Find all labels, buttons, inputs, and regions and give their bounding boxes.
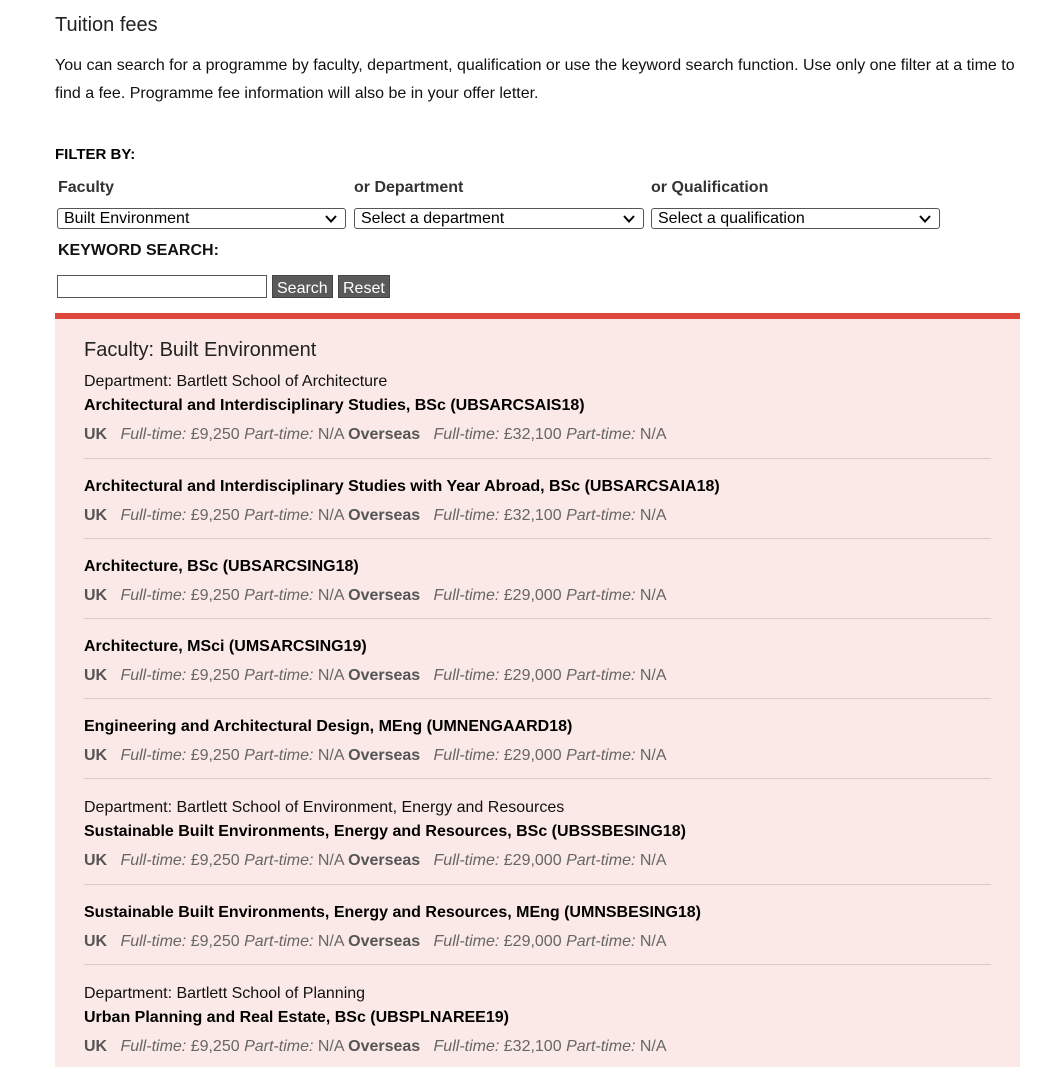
results-panel xyxy=(55,313,1020,1067)
qualification-label: or Qualification xyxy=(651,179,769,196)
overseas-full-time-fee: £32,100 xyxy=(503,507,562,524)
chevron-down-icon xyxy=(622,212,636,226)
reset-button[interactable]: Reset xyxy=(338,275,390,298)
part-time-label: Part-time: xyxy=(566,747,636,764)
overseas-label: Overseas xyxy=(348,1038,421,1055)
uk-label: UK xyxy=(84,587,108,604)
uk-part-time-fee: N/A xyxy=(317,852,344,869)
part-time-label: Part-time: xyxy=(244,667,314,684)
overseas-part-time-fee: N/A xyxy=(639,587,667,604)
uk-label: UK xyxy=(84,933,108,950)
programme-item xyxy=(84,478,991,525)
uk-label: UK xyxy=(84,852,108,869)
faculty-select-value: Built Environment xyxy=(64,210,190,227)
programme-item xyxy=(84,799,991,870)
overseas-part-time-fee: N/A xyxy=(639,667,667,684)
full-time-label: Full-time: xyxy=(120,507,187,524)
overseas-full-time-fee: £29,000 xyxy=(503,933,562,950)
department-label: or Department xyxy=(354,179,464,196)
overseas-part-time-fee: N/A xyxy=(639,426,667,443)
part-time-label: Part-time: xyxy=(244,426,314,443)
fee-line xyxy=(84,507,991,525)
page-title: Tuition fees xyxy=(55,14,158,36)
overseas-full-time-fee: £29,000 xyxy=(503,667,562,684)
programme-name[interactable]: Engineering and Architectural Design, MEng (UMNENGAARD18) xyxy=(84,718,573,735)
overseas-full-time-fee: £29,000 xyxy=(503,587,562,604)
department-select[interactable] xyxy=(354,208,644,229)
fee-line xyxy=(84,426,991,444)
part-time-label: Part-time: xyxy=(244,933,314,950)
uk-part-time-fee: N/A xyxy=(317,1038,344,1055)
overseas-full-time-fee: £32,100 xyxy=(503,426,562,443)
department-select-value: Select a department xyxy=(361,210,505,227)
search-button[interactable]: Search xyxy=(272,275,333,298)
part-time-label: Part-time: xyxy=(244,747,314,764)
uk-label: UK xyxy=(84,1038,108,1055)
keyword-search-input[interactable] xyxy=(57,275,267,298)
fee-line xyxy=(84,667,991,685)
uk-full-time-fee: £9,250 xyxy=(190,747,240,764)
chevron-down-icon xyxy=(918,212,932,226)
uk-label: UK xyxy=(84,747,108,764)
overseas-part-time-fee: N/A xyxy=(639,747,667,764)
overseas-full-time-fee: £29,000 xyxy=(503,747,562,764)
keyword-search-heading: KEYWORD SEARCH: xyxy=(58,242,219,259)
overseas-part-time-fee: N/A xyxy=(639,1038,667,1055)
divider xyxy=(84,964,991,965)
full-time-label: Full-time: xyxy=(433,507,500,524)
divider xyxy=(84,458,991,459)
part-time-label: Part-time: xyxy=(244,507,314,524)
part-time-label: Part-time: xyxy=(244,587,314,604)
part-time-label: Part-time: xyxy=(566,933,636,950)
overseas-part-time-fee: N/A xyxy=(639,852,667,869)
programme-item xyxy=(84,985,991,1056)
full-time-label: Full-time: xyxy=(433,852,500,869)
department-heading: Department: Bartlett School of Architecture xyxy=(84,373,388,390)
fee-line xyxy=(84,747,991,765)
full-time-label: Full-time: xyxy=(433,747,500,764)
programme-item xyxy=(84,904,991,951)
part-time-label: Part-time: xyxy=(566,852,636,869)
uk-part-time-fee: N/A xyxy=(317,747,344,764)
part-time-label: Part-time: xyxy=(244,1038,314,1055)
overseas-part-time-fee: N/A xyxy=(639,507,667,524)
uk-label: UK xyxy=(84,507,108,524)
overseas-label: Overseas xyxy=(348,747,421,764)
overseas-label: Overseas xyxy=(348,852,421,869)
programme-item xyxy=(84,638,991,685)
uk-full-time-fee: £9,250 xyxy=(190,587,240,604)
fee-line xyxy=(84,852,991,870)
divider xyxy=(84,538,991,539)
programme-item xyxy=(84,558,991,605)
part-time-label: Part-time: xyxy=(566,1038,636,1055)
part-time-label: Part-time: xyxy=(566,507,636,524)
intro-text: You can search for a programme by faculty, department, qualification or use the keyword search function. Use only one filter at a time to find a fee. Programme fee information will also be in your offer letter. xyxy=(55,57,1015,102)
divider xyxy=(84,618,991,619)
overseas-label: Overseas xyxy=(348,426,421,443)
uk-part-time-fee: N/A xyxy=(317,667,344,684)
uk-full-time-fee: £9,250 xyxy=(190,1038,240,1055)
divider xyxy=(84,884,991,885)
full-time-label: Full-time: xyxy=(120,747,187,764)
fee-line xyxy=(84,587,991,605)
uk-part-time-fee: N/A xyxy=(317,587,344,604)
uk-full-time-fee: £9,250 xyxy=(190,933,240,950)
full-time-label: Full-time: xyxy=(120,852,187,869)
programme-name[interactable]: Urban Planning and Real Estate, BSc (UBSPLNAREE19) xyxy=(84,1009,509,1026)
overseas-part-time-fee: N/A xyxy=(639,933,667,950)
part-time-label: Part-time: xyxy=(566,587,636,604)
full-time-label: Full-time: xyxy=(433,1038,500,1055)
uk-full-time-fee: £9,250 xyxy=(190,667,240,684)
uk-label: UK xyxy=(84,667,108,684)
programme-name[interactable]: Architecture, MSci (UMSARCSING19) xyxy=(84,638,367,655)
fee-line xyxy=(84,1038,991,1056)
part-time-label: Part-time: xyxy=(566,426,636,443)
programme-name[interactable]: Architectural and Interdisciplinary Studies, BSc (UBSARCSAIS18) xyxy=(84,397,585,414)
full-time-label: Full-time: xyxy=(433,667,500,684)
uk-part-time-fee: N/A xyxy=(317,426,344,443)
overseas-label: Overseas xyxy=(348,587,421,604)
uk-full-time-fee: £9,250 xyxy=(190,507,240,524)
filter-heading: FILTER BY: xyxy=(55,146,136,163)
faculty-label: Faculty xyxy=(58,179,115,196)
part-time-label: Part-time: xyxy=(566,667,636,684)
full-time-label: Full-time: xyxy=(433,426,500,443)
full-time-label: Full-time: xyxy=(433,587,500,604)
overseas-label: Overseas xyxy=(348,507,421,524)
overseas-full-time-fee: £29,000 xyxy=(503,852,562,869)
full-time-label: Full-time: xyxy=(120,1038,187,1055)
divider xyxy=(84,778,991,779)
uk-full-time-fee: £9,250 xyxy=(190,426,240,443)
part-time-label: Part-time: xyxy=(244,852,314,869)
programme-name[interactable]: Sustainable Built Environments, Energy and Resources, MEng (UMNSBESING18) xyxy=(84,904,702,921)
programme-name[interactable]: Architectural and Interdisciplinary Studies with Year Abroad, BSc (UBSARCSAIA18) xyxy=(84,478,720,495)
full-time-label: Full-time: xyxy=(120,426,187,443)
programme-item xyxy=(84,373,991,444)
department-heading: Department: Bartlett School of Environment, Energy and Resources xyxy=(84,799,565,816)
department-heading: Department: Bartlett School of Planning xyxy=(84,985,366,1002)
faculty-results-title: Faculty: Built Environment xyxy=(84,339,317,361)
faculty-select[interactable] xyxy=(57,208,346,229)
programme-name[interactable]: Sustainable Built Environments, Energy and Resources, BSc (UBSSBESING18) xyxy=(84,823,686,840)
uk-part-time-fee: N/A xyxy=(317,933,344,950)
full-time-label: Full-time: xyxy=(433,933,500,950)
uk-label: UK xyxy=(84,426,108,443)
overseas-label: Overseas xyxy=(348,933,421,950)
full-time-label: Full-time: xyxy=(120,933,187,950)
programme-item xyxy=(84,718,991,765)
uk-part-time-fee: N/A xyxy=(317,507,344,524)
fee-line xyxy=(84,933,991,951)
qualification-select-value: Select a qualification xyxy=(658,210,805,227)
overseas-label: Overseas xyxy=(348,667,421,684)
full-time-label: Full-time: xyxy=(120,667,187,684)
overseas-full-time-fee: £32,100 xyxy=(503,1038,562,1055)
uk-full-time-fee: £9,250 xyxy=(190,852,240,869)
programme-name[interactable]: Architecture, BSc (UBSARCSING18) xyxy=(84,558,359,575)
qualification-select[interactable] xyxy=(651,208,940,229)
full-time-label: Full-time: xyxy=(120,587,187,604)
divider xyxy=(84,698,991,699)
chevron-down-icon xyxy=(324,212,338,226)
